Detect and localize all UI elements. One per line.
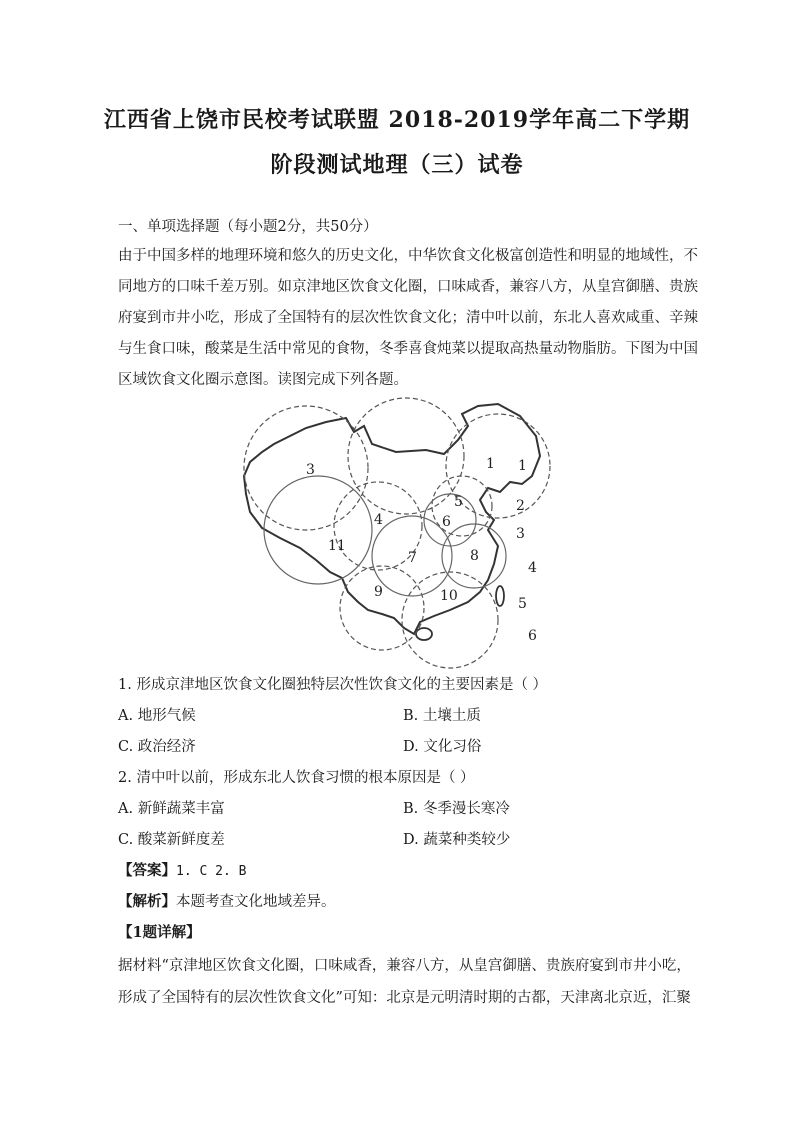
passage-line: 府宴到市井小吃，形成了全国特有的层次性饮食文化；清中叶以前，东北人喜欢咸重、辛辣 xyxy=(118,310,698,326)
map-label: 1 xyxy=(518,458,527,474)
hainan-island xyxy=(416,628,432,640)
section-heading: 一、单项选择题（每小题2分，共50分） xyxy=(118,219,378,235)
answer-text: 1. C 2. B xyxy=(176,864,247,879)
map-label: 3 xyxy=(516,526,525,542)
question-1-option-d: D. 文化习俗 xyxy=(403,739,482,755)
question-2-option-b: B. 冬季漫长寒冷 xyxy=(403,801,510,817)
map-label: 8 xyxy=(470,548,479,564)
map-label: 6 xyxy=(442,514,451,530)
passage-line: 同地方的口味千差万别。如京津地区饮食文化圈，口味咸香，兼容八方，从皇宫御膳、贵族 xyxy=(118,279,698,295)
question-1-option-a: A. 地形气候 xyxy=(118,708,196,724)
title-line-2: 阶段测试地理（三）试卷 xyxy=(270,152,524,178)
question-2-stem: 2. 清中叶以前，形成东北人饮食习惯的根本原因是（ ） xyxy=(118,770,475,786)
taiwan-island xyxy=(496,586,504,606)
analysis-text: 本题考查文化地域差异。 xyxy=(176,894,336,910)
detail-line: 据材料“京津地区饮食文化圈，口味咸香，兼容八方，从皇宫御膳、贵族府宴到市井小吃， xyxy=(118,958,691,974)
answer-line xyxy=(118,860,246,883)
map-label: 6 xyxy=(528,628,537,644)
map-label: 1 xyxy=(486,456,495,472)
map-label: 11 xyxy=(328,538,346,554)
passage-line: 区域饮食文化圈示意图。读图完成下列各题。 xyxy=(118,372,408,388)
question-2-option-a: A. 新鲜蔬菜丰富 xyxy=(118,801,225,817)
question-1-stem: 1. 形成京津地区饮食文化圈独特层次性饮食文化的主要因素是（ ） xyxy=(118,677,548,693)
map-label: 2 xyxy=(516,498,525,514)
question-1-option-b: B. 土壤土质 xyxy=(403,708,481,724)
title-line-1: 江西省上饶市民校考试联盟 2018-2019学年高二下学期 xyxy=(103,107,691,133)
map-label: 4 xyxy=(374,512,383,528)
map-label: 3 xyxy=(306,462,315,478)
map-label: 9 xyxy=(374,584,383,600)
passage-line: 与生食口味，酸菜是生活中常见的食物，冬季喜食炖菜以提取高热量动物脂肪。下图为中国 xyxy=(118,341,698,357)
detail-label: 【1题详解】 xyxy=(118,924,201,941)
detail-line: 形成了全国特有的层次性饮食文化”可知：北京是元明清时期的古都，天津离北京近，汇聚 xyxy=(118,990,691,1006)
region-circle-north xyxy=(348,398,464,514)
question-2-option-d: D. 蔬菜种类较少 xyxy=(403,832,511,848)
map-label: 4 xyxy=(528,560,537,576)
food-culture-map xyxy=(236,396,556,672)
map-label: 10 xyxy=(440,588,458,604)
map-label: 5 xyxy=(454,494,463,510)
map-label: 7 xyxy=(408,550,417,566)
question-1-option-c: C. 政治经济 xyxy=(118,739,196,755)
question-2-option-c: C. 酸菜新鲜度差 xyxy=(118,832,225,848)
region-circle-11 xyxy=(264,476,372,584)
analysis-line xyxy=(118,891,336,913)
map-label: 5 xyxy=(518,596,527,612)
passage-line: 由于中国多样的地理环境和悠久的历史文化，中华饮食文化极富创造性和明显的地域性，不 xyxy=(118,248,698,264)
analysis-label: 【解析】 xyxy=(118,893,176,910)
region-circle-9 xyxy=(340,566,424,650)
answer-label: 【答案】 xyxy=(118,862,176,879)
